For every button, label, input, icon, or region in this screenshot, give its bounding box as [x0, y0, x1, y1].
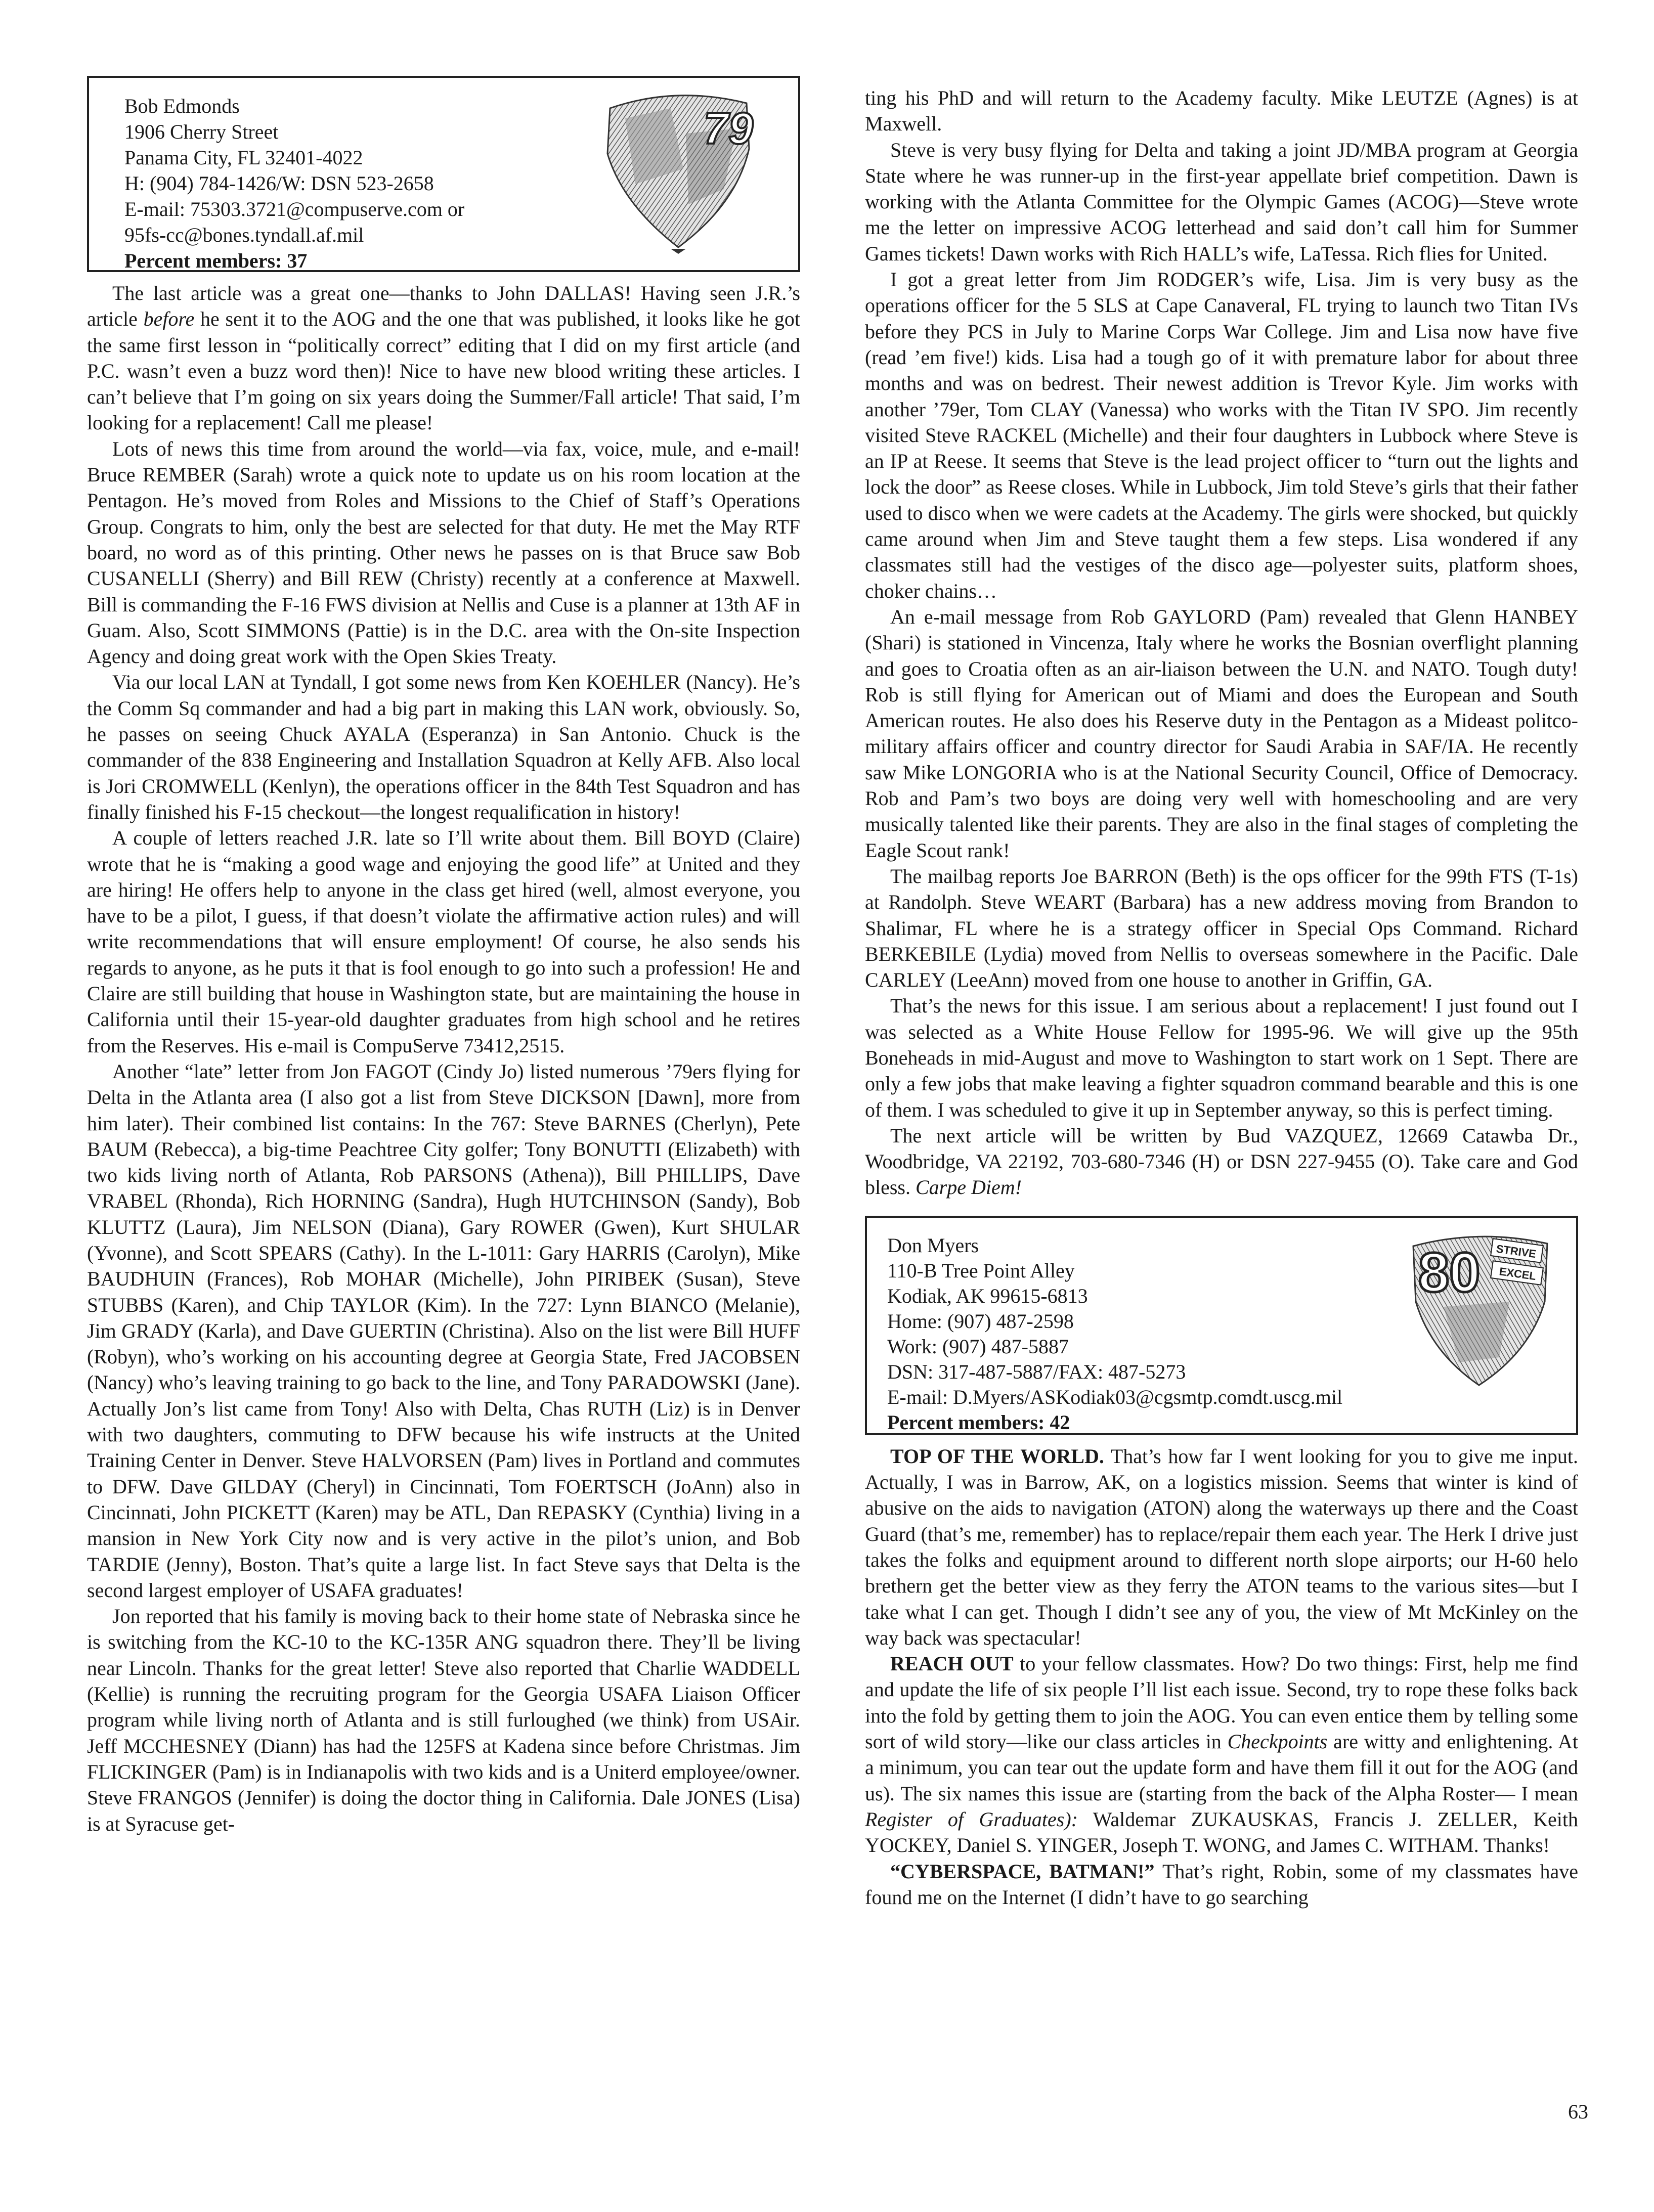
- contact-dsn-fax: DSN: 317-487-5887/FAX: 487-5273: [887, 1360, 1186, 1383]
- contact-city: Panama City, FL 32401-4022: [124, 146, 363, 169]
- article-paragraph: “CYBERSPACE, BATMAN!” That’s right, Robin, some of my classmates have found me on the Internet (I didn’t have to go searching: [865, 1860, 1578, 1909]
- crest-number: 80: [1418, 1241, 1481, 1304]
- percent-members: Percent members: 37: [124, 249, 308, 272]
- article-paragraph: Via our local LAN at Tyndall, I got some news from Ken KOEHLER (Nancy). He’s the Comm Sq commander and had a big part in making this LAN work, obviously. So, he passes on seeing Chuck AYALA (Esperanza) in San Antonio. Chuck is the commander of the 838 Engineering and Installation Squadron at Kelly AFB. Also local is Jori CROMWELL (Kenlyn), the operations officer in the 84th Test Squadron and has finally finished his F-15 checkout—the longest requalification in history!: [87, 671, 800, 823]
- contact-work-phone: Work: (907) 487-5887: [887, 1335, 1069, 1358]
- contact-box-don-myers: [865, 1216, 1578, 1435]
- article-paragraph: The next article will be written by Bud VAZQUEZ, 12669 Catawba Dr., Woodbridge, VA 22192, 703-680-7346 (H) or DSN 227-9455 (O). Take care and God bless. Carpe Diem!: [865, 1124, 1578, 1199]
- article-paragraph: Lots of news this time from around the world—via fax, voice, mule, and e-mail! Bruce REMBER (Sarah) wrote a quick note to update us on his room location at the Pentagon. He’s moved from Roles and Missions to the Chief of Staff’s Operations Group. Congrats to him, only the best are selected for that duty. He met the May RTF board, no word as of this printing. Other news he passes on is that Bruce saw Bob CUSANELLI (Sherry) and Bill REW (Christy) recently at a conference at Maxwell. Bill is commanding the F-16 FWS division at Nellis and Cuse is a planner at 13th AF in Guam. Also, Scott SIMMONS (Pattie) is in the D.C. area with the On-site Inspection Agency and doing great work with the Open Skies Treaty.: [87, 437, 800, 668]
- contact-name: Bob Edmonds: [124, 95, 240, 117]
- left-article: [87, 280, 800, 1837]
- left-column: [87, 76, 800, 1837]
- article-paragraph: TOP OF THE WORLD. That’s how far I went looking for you to give me input. Actually, I was in Barrow, AK, on a logistics mission. Seems that winter is kind of abusive on the aids to navigation (ATON) along the waterways up there and the Coast Guard (that’s me, remember) has to replace/repair them each year. The Herk I drive just takes the folks and equipment around to different north slope airports; our H-60 helo brethern get the better view as they ferry the ATON teams to the various sites—but I take what I can get. Though I didn’t see any of you, the view of Mt McKinley on the way back was spectacular!: [865, 1444, 1579, 1649]
- article-paragraph: ting his PhD and will return to the Academy faculty. Mike LEUTZE (Agnes) is at Maxwell.: [865, 86, 1578, 136]
- crest-motto-bottom: EXCEL: [1498, 1265, 1537, 1282]
- article-paragraph: I got a great letter from Jim RODGER’s wife, Lisa. Jim is very busy as the operations officer for the 5 SLS at Cape Canaveral, FL trying to launch two Titan IVs before they PCS in July to Marine Corps War College. Jim and Lisa now have five (read ’em five!) kids. Lisa had a tough go of it with premature labor for about three months and was on bedrest. Their newest addition is Trevor Kyle. Jim works with another ’79er, Tom CLAY (Vanessa) who works with the Titan IV SPO. Jim recently visited Steve RACKEL (Michelle) and their four daughters in Lubbock where Steve is an IP at Reese. It seems that Steve is the lead project officer to “turn out the lights and lock the door” as Reese closes. While in Lubbock, Jim told Steve’s girls that their father used to disco when we were cadets at the Academy. The girls were shocked, but quickly came around when Jim and Steve taught them a few steps. Lisa wondered if any classmates still had the vestiges of the disco age—polyester suits, platform shoes, choker chains…: [865, 268, 1578, 602]
- article-paragraph: Steve is very busy flying for Delta and taking a joint JD/MBA program at Georgia State where he was runner-up in the first-year appellate brief competition. Dawn is working with the Atlanta Committee for the Olympic Games (ACOG)—Steve wrote me the letter on impressive ACOG letterhead and said don’t call him for Summer Games tickets! Dawn works with Rich HALL’s wife, LaTessa. Rich flies for United.: [865, 138, 1578, 265]
- article-paragraph: An e-mail message from Rob GAYLORD (Pam) revealed that Glenn HANBEY (Shari) is stationed in Vincenza, Italy where he works the Bosnian overflight planning and goes to Croatia often as an air-liaison between the U.N. and NATO. Tough duty! Rob is still flying for American out of Miami and does the European and South American routes. He also does his Reserve duty in the Pentagon as a Mideast politco-military affairs officer and country director for Saudi Arabia in SAF/IA. He recently saw Mike LONGORIA who is at the National Security Council, Office of Democracy. Rob and Pam’s two boys are doing very well with homeschooling and are very musically talented like their parents. They are also in the final stages of completing the Eagle Scout rank!: [865, 605, 1578, 862]
- contact-email: E-mail: D.Myers/ASKodiak03@cgsmtp.comdt.uscg.mil: [887, 1385, 1343, 1408]
- article-paragraph: A couple of letters reached J.R. late so I’ll write about them. Bill BOYD (Claire) wrote that he is “making a good wage and enjoying the good life” at United and they are hiring! He offers help to anyone in the class get hired (well, almost everyone, you have to be a pilot, I guess, if that doesn’t violate the affirmative action rules) and will write recommendations that will ensure employment! Of course, he also sends his regards to anyone, as he puts it that is fool enough to go into such a profession! He and Claire are still building that house in Washington state, but are maintaining the house in California until their 15-year-old daughter graduates from high school and he retires from the Reserves. His e-mail is CompuServe 73412,2515.: [87, 826, 800, 1057]
- contact-name: Don Myers: [887, 1233, 979, 1257]
- contact-city: Kodiak, AK 99615-6813: [887, 1284, 1088, 1307]
- contact-email-2: 95fs-cc@bones.tyndall.af.mil: [124, 224, 364, 246]
- article-paragraph: Jon reported that his family is moving back to their home state of Nebraska since he is switching from the KC-10 to the KC-135R ANG squadron there. They’ll be living near Lincoln. Thanks for the great letter! Steve also reported that Charlie WADDELL (Kellie) is running the recruiting program for the Georgia USAFA Liaison Officer program while living north of Atlanta and is still furloughed (we think) from USAir. Jeff MCCHESNEY (Diann) has had the 125FS at Kadena since before Christmas. Jim FLICKINGER (Pam) is in Indianapolis with two kids and is a Uniterd employee/owner. Steve FRANGOS (Jennifer) is doing the doctor thing in California. Dale JONES (Lisa) is at Syracuse get-: [87, 1605, 800, 1835]
- class-crest-80-icon: [1403, 1231, 1555, 1393]
- right-column: [865, 85, 1578, 1910]
- crest-number: 79: [704, 103, 753, 153]
- article-paragraph: REACH OUT to your fellow classmates. How? Do two things: First, help me find and update the life of six people I’ll list each issue. Second, try to rope these folks back into the fold by getting them to join the AOG. You can even entice them by telling some sort of wild story—like our class articles in Checkpoints are witty and enlightening. At a minimum, you can tear out the update form and have them fill it out for the AOG (and us). The six names this issue are (starting from the back of the Alpha Roster— I mean Register of Graduates): Waldemar ZUKAUSKAS, Francis J. ZELLER, Keith YOCKEY, Daniel S. YINGER, Joseph T. WONG, and James C. WITHAM. Thanks!: [865, 1652, 1579, 1857]
- right-article-2: [865, 1443, 1578, 1910]
- contact-email: E-mail: 75303.3721@compuserve.com or: [124, 198, 465, 220]
- contact-box-bob-edmonds: [87, 76, 800, 272]
- article-paragraph: Another “late” letter from Jon FAGOT (Cindy Jo) listed numerous ’79ers flying for Delta in the Atlanta area (I also got a list from Steve DICKSON [Dawn], more from him later). Their combined list contains: In the 767: Steve BARNES (Cherlyn), Pete BAUM (Rebecca), a big-time Peachtree City golfer; Tony BONUTTI (Elizabeth) with two kids living north of Atlanta, Rob PARSONS (Athena)), Bill PHILLIPS, Dave VRABEL (Rhonda), Rich HORNING (Sandra), Hugh HUTCHINSON (Sandy), Bob KLUTTZ (Laura), Jim NELSON (Diana), Gary ROWER (Gwen), Kurt SHULAR (Yvonne), and Scott SPEARS (Cathy). In the L-1011: Gary HARRIS (Carolyn), Mike BAUDHUIN (Frances), Rob MOHAR (Michelle), John PIRIBEK (Susan), Steve STUBBS (Karen), and Chip TAYLOR (Kim). In the 727: Lynn BIANCO (Melanie), Jim GRADY (Karla), and Dave GUERTIN (Christina). Also on the list were Bill HUFF (Robyn), who’s working on his accounting degree at Georgia State, Fred JACOBSEN (Nancy) who’s leaving training to go back to the line, and Tony PARADOWSKI (Jane). Actually Jon’s list came from Tony! Also with Delta, Chas RUTH (Liz) is in Denver with two daughters, commuting to DFW because his wife instructs at the United Training Center in Denver. Steve HALVORSEN (Pam) lives in Portland and commutes to DFW. Dave GILDAY (Cheryl) in Cincinnati, Tom FOERTSCH (JoAnn) also in Cincinnati, John PICKETT (Karen) may be ATL, Dan REPASKY (Cynthia) living in a mansion in New York City now and is very active in the pilot’s union, and Bob TARDIE (Jenny), Boston. That’s quite a large list. In fact Steve says that Delta is the second largest employer of USAFA graduates!: [87, 1059, 800, 1602]
- contact-home-phone: Home: (907) 487-2598: [887, 1309, 1074, 1333]
- page-number: 63: [1568, 2100, 1588, 2123]
- right-article: [865, 85, 1578, 1201]
- article-paragraph: The last article was a great one—thanks to John DALLAS! Having seen J.R.’s article before he sent it to the AOG and the one that was published, it looks like he got the same first lesson in “politically correct” editing that I did on my first article (and P.C. wasn’t even a buzz word then)! Nice to have new blood writing these articles. I can’t believe that I’m going on six years doing the Summer/Fall article! That said, I’m looking for a replacement! Call me please!: [87, 282, 800, 434]
- contact-phone: H: (904) 784-1426/W: DSN 523-2658: [124, 172, 434, 195]
- class-crest-79-icon: [595, 88, 757, 255]
- article-paragraph: That’s the news for this issue. I am serious about a replacement! I just found out I was selected as a White House Fellow for 1995-96. We will give up the 95th Boneheads in mid-August and move to Washington to start work on 1 Sept. There are only a few jobs that make leaving a fighter squadron command bearable and this is one of them. I was scheduled to give it up in September anyway, so this is perfect timing.: [865, 994, 1578, 1121]
- article-paragraph: The mailbag reports Joe BARRON (Beth) is the ops officer for the 99th FTS (T-1s) at Randolph. Steve WEART (Barbara) has a new address moving from Brandon to Shalimar, FL where he is a strategy officer in Special Ops Command. Richard BERKEBILE (Lydia) moved from Nellis to overseas somewhere in the Pacific. Dale CARLEY (LeeAnn) moved from one house to another in Griffin, GA.: [865, 864, 1578, 992]
- contact-street: 1906 Cherry Street: [124, 120, 279, 143]
- crest-motto-top: STRIVE: [1495, 1242, 1537, 1260]
- contact-street: 110-B Tree Point Alley: [887, 1259, 1075, 1282]
- percent-members: Percent members: 42: [887, 1410, 1070, 1434]
